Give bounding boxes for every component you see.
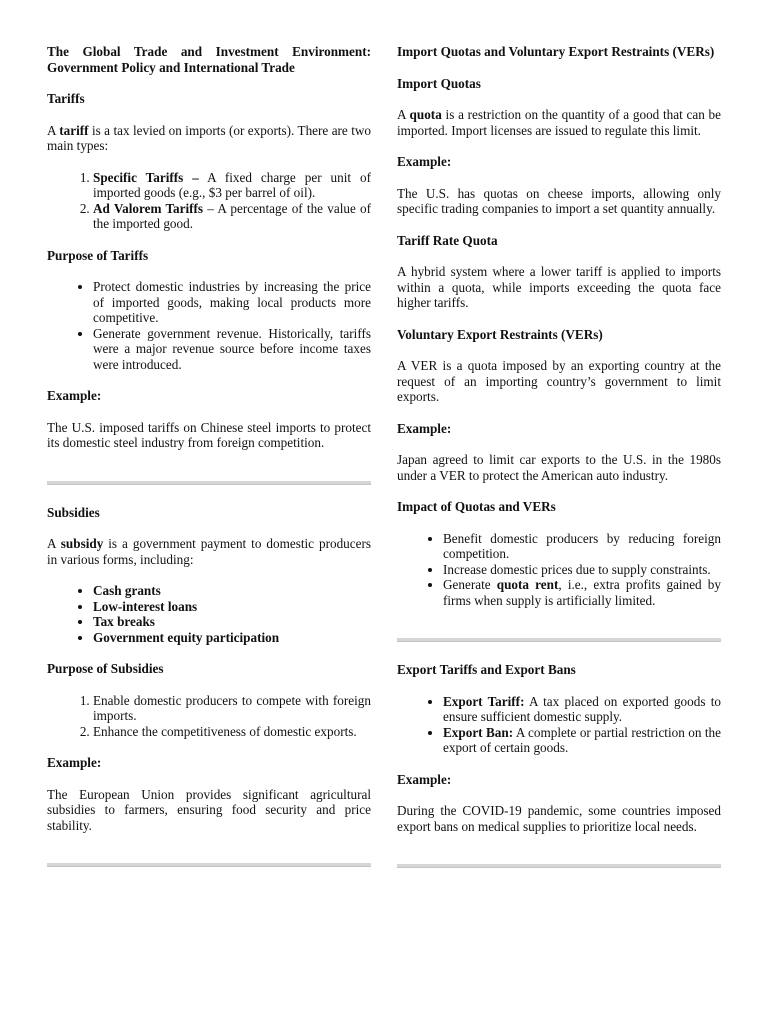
- quota-term: quota: [409, 107, 442, 122]
- quota-definition: A quota is a restriction on the quantity of a good that can be imported. Import licenses are issued to regulate this limit.: [397, 107, 722, 138]
- quotas-example-text: The U.S. has quotas on cheese imports, allowing only specific trading companies to import a set quantity annually.: [397, 185, 721, 216]
- tariffs-heading: Tariffs: [47, 91, 85, 106]
- list-item: 1. Specific Tariffs – A fixed charge per unit of imported goods (e.g., $3 per barrel of oil).: [93, 170, 371, 201]
- section-divider: [397, 864, 721, 868]
- vers-heading: Voluntary Export Restraints (VERs): [397, 326, 603, 342]
- subsidies-example-heading: Example:: [47, 755, 102, 770]
- import-quotas-heading: Import Quotas: [397, 75, 481, 91]
- list-item: • Government equity participation: [93, 630, 371, 646]
- list-item: 1. Enable domestic producers to compete with foreign imports.: [93, 693, 371, 724]
- list-item: • Protect domestic industries by increasing the price of imported goods, making local products more competitive.: [93, 279, 371, 326]
- vers-text: A VER is a quota imposed by an exporting country at the request of an importing country’s government to limit exports.: [397, 358, 721, 404]
- tariff-types-list: [47, 170, 371, 232]
- list-item: • Benefit domestic producers by reducing foreign competition.: [443, 531, 721, 562]
- list-item: • Generate government revenue. Historically, tariffs were a major revenue source before income taxes were introduced.: [93, 326, 371, 373]
- left-column: [47, 44, 371, 887]
- list-item: • Export Ban: A complete or partial restriction on the export of certain goods.: [443, 725, 721, 756]
- quotas-example-heading: Example:: [397, 154, 452, 169]
- export-heading: Export Tariffs and Export Bans: [397, 662, 576, 677]
- impact-heading: Impact of Quotas and VERs: [397, 499, 556, 514]
- right-column: [397, 44, 721, 888]
- tariff-rate-quota-text: A hybrid system where a lower tariff is applied to imports within a quota, while imports exceeding the quota face higher tariffs.: [397, 264, 721, 310]
- subsidy-purposes-list: [47, 693, 371, 740]
- tariff-rate-quota-heading: Tariff Rate Quota: [397, 232, 498, 248]
- tariff-definition: A tariff is a tax levied on imports (or exports). There are two main types:: [47, 122, 371, 153]
- list-item: • Export Tariff: A tax placed on exported goods to ensure sufficient domestic supply.: [443, 694, 721, 725]
- list-item: 2. Enhance the competitiveness of domestic exports.: [93, 724, 371, 740]
- subsidies-example-text: The European Union provides significant agricultural subsidies to farmers, ensuring food security and price stability.: [47, 786, 371, 833]
- section-divider: [397, 638, 721, 642]
- list-item: • Tax breaks: [93, 614, 371, 630]
- export-example-text: During the COVID-19 pandemic, some countries imposed export bans on medical supplies to prioritize local needs.: [397, 803, 721, 834]
- vers-example-text: Japan agreed to limit car exports to the U.S. in the 1980s under a VER to protect the American auto industry.: [397, 452, 721, 483]
- vers-example-heading: Example:: [397, 420, 452, 436]
- section-divider: [47, 863, 371, 867]
- subsidy-term: subsidy: [60, 536, 104, 551]
- list-item: • Generate quota rent, i.e., extra profits gained by firms when supply is artificially limited.: [443, 577, 721, 608]
- list-item: • Cash grants: [93, 583, 371, 599]
- impact-list: [397, 531, 721, 609]
- subsidy-definition: A subsidy is a government payment to domestic producers in various forms, including:: [47, 536, 371, 567]
- export-list: [397, 694, 721, 756]
- tariffs-example-text: The U.S. imposed tariffs on Chinese steel imports to protect its domestic steel industry from foreign competition.: [47, 419, 371, 450]
- list-item: 2. Ad Valorem Tariffs – A percentage of the value of the imported good.: [93, 201, 371, 232]
- tariff-purposes-list: [47, 279, 371, 372]
- quotas-section-title: Import Quotas and Voluntary Export Restraints (VERs): [397, 44, 715, 59]
- section-divider: [47, 481, 371, 485]
- tariffs-example-heading: Example:: [47, 388, 102, 403]
- tariff-term: tariff: [59, 122, 89, 138]
- export-example-heading: Example:: [397, 771, 452, 787]
- purpose-of-tariffs-heading: Purpose of Tariffs: [47, 247, 149, 263]
- quota-rent-term: quota rent: [496, 577, 559, 592]
- subsidy-forms-list: [47, 583, 371, 645]
- document-title: The Global Trade and Investment Environment: Government Policy and International Trade: [47, 44, 371, 75]
- list-item: • Increase domestic prices due to supply constraints.: [443, 562, 721, 578]
- subsidies-heading: Subsidies: [47, 504, 100, 520]
- list-item: • Low-interest loans: [93, 599, 371, 615]
- purpose-of-subsidies-heading: Purpose of Subsidies: [47, 661, 164, 676]
